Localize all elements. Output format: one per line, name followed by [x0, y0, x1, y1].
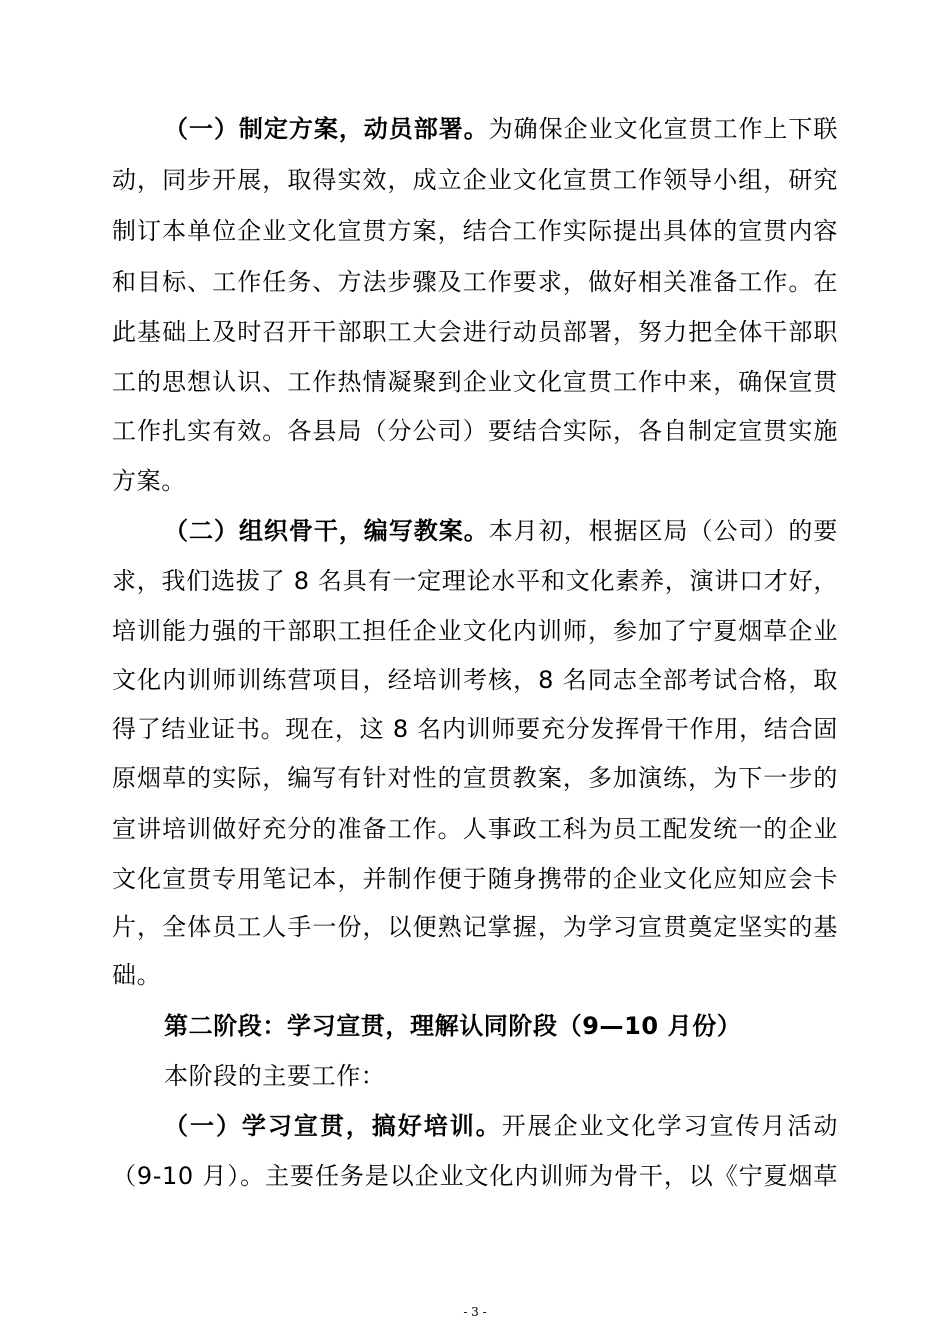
paragraph-1-last-line: 方案。 — [112, 467, 186, 495]
paragraph-2-line: 培训能力强的干部职工担任企业文化内训师，参加了宁夏烟草企业 — [112, 617, 838, 645]
paragraph-2-line: 文化内训师训练营项目，经培训考核，8 名同志全部考试合格，取 — [112, 666, 838, 694]
paragraph-2-first-line — [164, 507, 838, 556]
paragraph-1-heading: （一）制定方案，动员部署。 — [164, 115, 489, 143]
paragraph-2-last-line: 础。 — [112, 961, 162, 989]
paragraph-2-line: 片，全体员工人手一份，以便熟记掌握，为学习宣贯奠定坚实的基 — [112, 913, 838, 941]
stage-2-intro: 本阶段的主要工作： — [164, 1062, 386, 1090]
paragraph-2-line: 文化宣贯专用笔记本，并制作便于随身携带的企业文化应知应会卡 — [112, 865, 838, 893]
paragraph-1-line: 工作扎实有效。各县局（分公司）要结合实际，各自制定宣贯实施 — [112, 417, 838, 445]
paragraph-2-line: 求，我们选拔了 8 名具有一定理论水平和文化素养，演讲口才好， — [112, 567, 838, 595]
paragraph-3-line: （9-10 月）。主要任务是以企业文化内训师为骨干，以《宁夏烟草 — [112, 1162, 838, 1190]
paragraph-2-line: 原烟草的实际，编写有针对性的宣贯教案，多加演练，为下一步的 — [112, 764, 838, 792]
paragraph-1-line: 制订本单位企业文化宣贯方案，结合工作实际提出具体的宣贯内容 — [112, 217, 838, 245]
paragraph-2-heading: （二）组织骨干，编写教案。 — [164, 517, 489, 545]
paragraph-1-line: 动，同步开展，取得实效，成立企业文化宣贯工作领导小组，研究 — [112, 166, 838, 194]
paragraph-3-heading: （一）学习宣贯，搞好培训。 — [164, 1112, 502, 1140]
paragraph-1-line: 和目标、工作任务、方法步骤及工作要求，做好相关准备工作。在 — [112, 268, 838, 296]
paragraph-2-line: 得了结业证书。现在，这 8 名内训师要充分发挥骨干作用，结合固 — [112, 715, 838, 743]
paragraph-1-text: 为确保企业文化宣贯工作上下联 — [488, 115, 838, 143]
page-number: - 3 - — [463, 1305, 487, 1319]
paragraph-1-first-line — [164, 105, 838, 154]
stage-2-title: 第二阶段：学习宣贯，理解认同阶段（9—10 月份） — [164, 1012, 742, 1040]
paragraph-3-first-line — [164, 1102, 838, 1151]
paragraph-1-line: 工的思想认识、工作热情凝聚到企业文化宣贯工作中来，确保宣贯 — [112, 368, 838, 396]
paragraph-2-line: 宣讲培训做好充分的准备工作。人事政工科为员工配发统一的企业 — [112, 815, 838, 843]
paragraph-3-text: 开展企业文化学习宣传月活动 — [501, 1112, 838, 1140]
paragraph-2-text: 本月初，根据区局（公司）的要 — [488, 517, 838, 545]
paragraph-1-line: 此基础上及时召开干部职工大会进行动员部署，努力把全体干部职 — [112, 318, 838, 346]
